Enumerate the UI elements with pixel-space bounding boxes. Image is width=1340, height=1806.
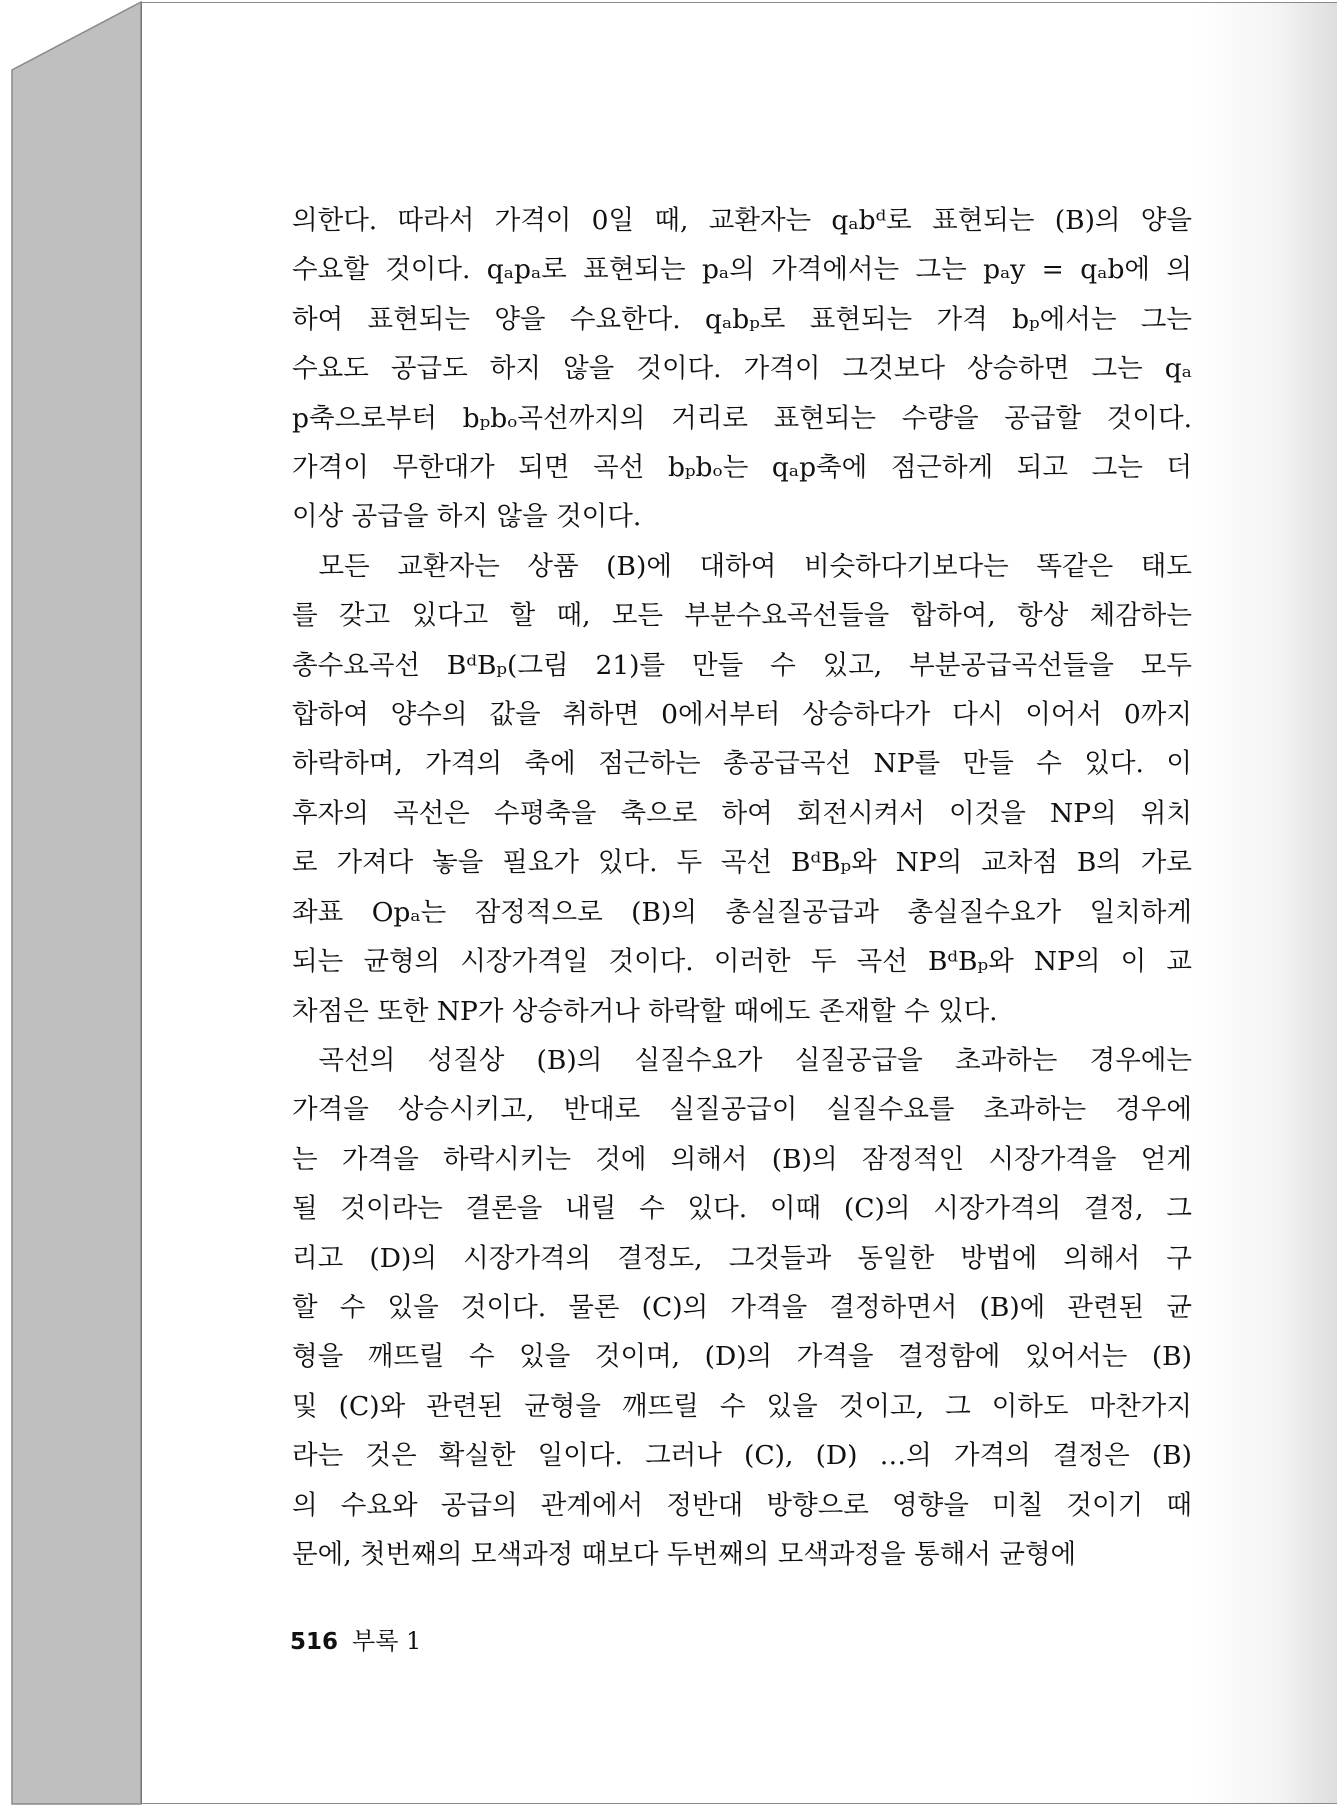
text-line: 이상 공급을 하지 않을 것이다. [292,501,642,533]
section-label: 부록 1 [352,1627,422,1655]
book-page [141,2,1337,1804]
text-line: 될 것이라는 결론을 내릴 수 있다. 이때 (C)의 시장가격의 결정, 그 [292,1193,1192,1225]
text-line: 의한다. 따라서 가격이 0일 때, 교환자는 qₐbᵈ로 표현되는 (B)의 양을 [292,205,1192,236]
text-line: 및 (C)와 관련된 균형을 깨뜨릴 수 있을 것이고, 그 이하도 마찬가지 [292,1390,1192,1422]
book-spine [0,0,142,1806]
paragraph [292,196,1192,542]
page-footer [290,1621,421,1656]
text-line: 할 수 있을 것이다. 물론 (C)의 가격을 결정하면서 (B)에 관련된 균 [292,1291,1192,1323]
paragraph [292,1036,1192,1579]
text-line: 모든 교환자는 상품 (B)에 대하여 비슷하다기보다는 똑같은 태도 [292,550,1192,582]
text-line: 하락하며, 가격의 축에 점근하는 총공급곡선 NP를 만들 수 있다. 이 [292,748,1192,780]
text-line: 라는 것은 확실한 일이다. 그러나 (C), (D) …의 가격의 결정은 (B) [292,1440,1192,1472]
text-line: 총수요곡선 BᵈBₚ(그림 21)를 만들 수 있고, 부분공급곡선들을 모두 [292,649,1192,681]
page-body [292,196,1192,1579]
text-line: 가격을 상승시키고, 반대로 실질공급이 실질수요를 초과하는 경우에 [292,1094,1192,1126]
text-line: 수요도 공급도 하지 않을 것이다. 가격이 그것보다 상승하면 그는 qₐ [292,353,1192,385]
text-line: 는 가격을 하락시키는 것에 의해서 (B)의 잠정적인 시장가격을 얻게 [292,1143,1192,1175]
text-line: 리고 (D)의 시장가격의 결정도, 그것들과 동일한 방법에 의해서 구 [292,1242,1192,1274]
page-number: 516 [290,1629,339,1655]
text-line: 로 가져다 놓을 필요가 있다. 두 곡선 BᵈBₚ와 NP의 교차점 B의 가로 [292,847,1192,879]
text-line: 후자의 곡선은 수평축을 축으로 하여 회전시켜서 이것을 NP의 위치 [292,797,1192,829]
text-line: 가격이 무한대가 되면 곡선 bₚbₒ는 qₐp축에 점근하게 되고 그는 더 [292,452,1192,484]
text-line: 차점은 또한 NP가 상승하거나 하락할 때에도 존재할 수 있다. [292,995,998,1027]
text-line: 문에, 첫번째의 모색과정 때보다 두번째의 모색과정을 통해서 균형에 [292,1538,1077,1570]
text-line: 하여 표현되는 양을 수요한다. qₐbₚ로 표현되는 가격 bₚ에서는 그는 [292,303,1192,335]
text-line: 를 갖고 있다고 할 때, 모든 부분수요곡선들을 합하여, 항상 체감하는 [292,600,1192,632]
text-line: 형을 깨뜨릴 수 있을 것이며, (D)의 가격을 결정함에 있어서는 (B) [292,1341,1192,1373]
text-line: 합하여 양수의 값을 취하면 0에서부터 상승하다가 다시 이어서 0까지 [292,699,1192,731]
text-line: 의 수요와 공급의 관계에서 정반대 방향으로 영향을 미칠 것이기 때 [292,1489,1192,1521]
text-line: 곡선의 성질상 (B)의 실질수요가 실질공급을 초과하는 경우에는 [292,1044,1192,1076]
text-line: 수요할 것이다. qₐpₐ로 표현되는 pₐ의 가격에서는 그는 pₐy = qₐb에 의 [292,254,1192,286]
paragraph [292,542,1192,1036]
text-line: 되는 균형의 시장가격일 것이다. 이러한 두 곡선 BᵈBₚ와 NP의 이 교 [292,946,1192,978]
text-line: p축으로부터 bₚbₒ곡선까지의 거리로 표현되는 수량을 공급할 것이다. [292,402,1192,434]
text-line: 좌표 Opₐ는 잠정적으로 (B)의 총실질공급과 총실질수요가 일치하게 [292,896,1192,928]
